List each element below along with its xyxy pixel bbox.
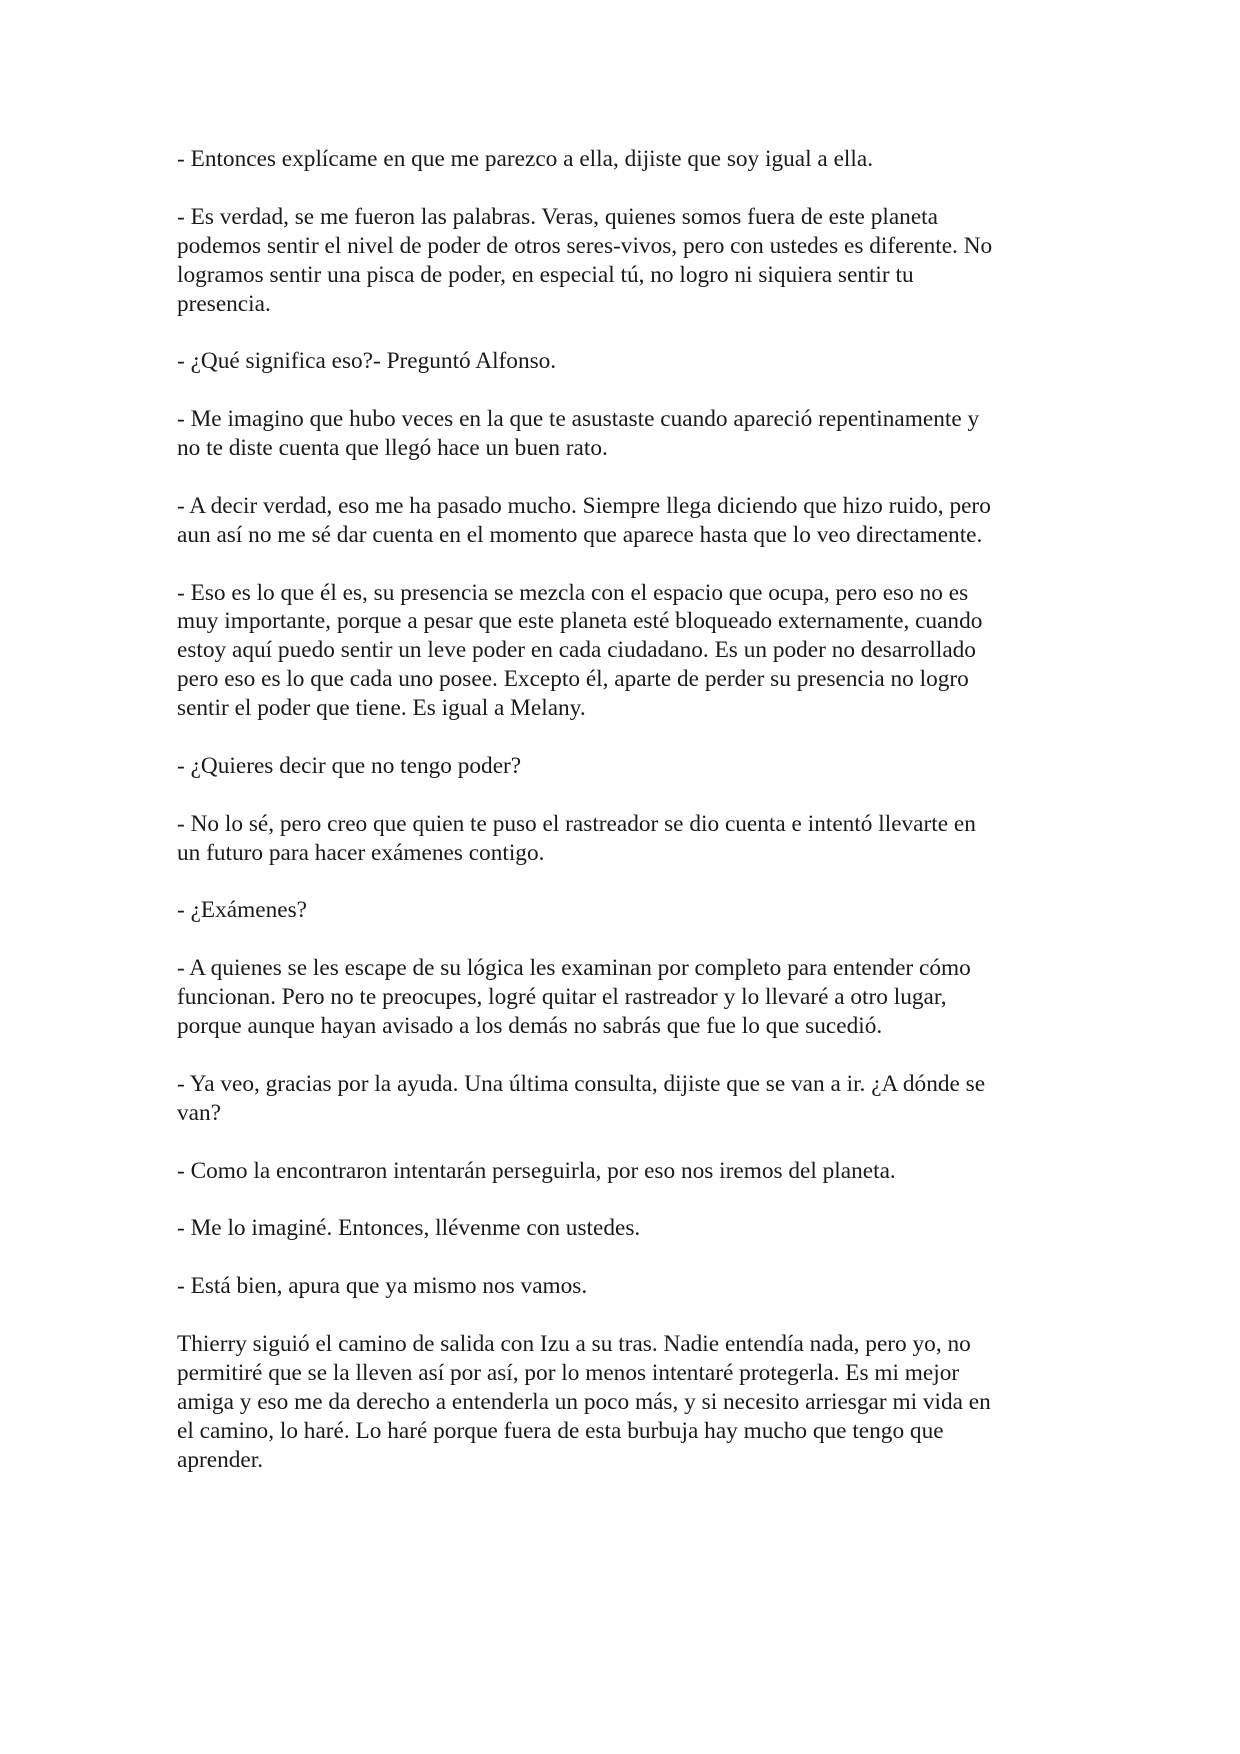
paragraph-7 <box>177 752 1057 781</box>
paragraph-13 <box>177 1214 1057 1243</box>
text-line: - Eso es lo que él es, su presencia se mezcla con el espacio que ocupa, pero eso no es <box>177 579 969 606</box>
text-line: amiga y eso me da derecho a entenderla un poco más, y si necesito arriesgar mi vida en <box>177 1388 991 1415</box>
text-line: pero eso es lo que cada uno posee. Excepto él, aparte de perder su presencia no logro <box>177 666 969 693</box>
text-line: - Como la encontraron intentarán perseguirla, por eso nos iremos del planeta. <box>177 1157 896 1184</box>
text-line: - Entonces explícame en que me parezco a ella, dijiste que soy igual a ella. <box>177 146 874 172</box>
text-line: permitiré que se la lleven así por así, por lo menos intentaré protegerla. Es mi mejor <box>177 1359 960 1386</box>
text-line: Thierry siguió el camino de salida con Izu a su tras. Nadie entendía nada, pero yo, no <box>177 1330 971 1357</box>
paragraph-11 <box>177 1070 1057 1128</box>
text-line: - Me lo imaginé. Entonces, llévenme con ustedes. <box>177 1215 641 1242</box>
text-line: logramos sentir una pisca de poder, en especial tú, no logro ni siquiera sentir tu <box>177 261 914 288</box>
text-line: presencia. <box>177 290 271 317</box>
paragraph-2 <box>177 203 1057 319</box>
paragraph-8 <box>177 810 1057 868</box>
paragraph-14 <box>177 1272 1057 1301</box>
text-line: - Es verdad, se me fueron las palabras. Veras, quienes somos fuera de este planeta <box>177 203 938 230</box>
document-page <box>177 145 1057 1503</box>
text-line: - Está bien, apura que ya mismo nos vamos. <box>177 1273 588 1300</box>
text-line: - Ya veo, gracias por la ayuda. Una última consulta, dijiste que se van a ir. ¿A dónde se <box>177 1070 986 1097</box>
text-line: - ¿Exámenes? <box>177 897 307 924</box>
paragraph-12 <box>177 1157 1057 1186</box>
paragraph-9 <box>177 896 1057 925</box>
text-line: el camino, lo haré. Lo haré porque fuera de esta burbuja hay mucho que tengo que <box>177 1417 944 1444</box>
text-line: porque aunque hayan avisado a los demás no sabrás que fue lo que sucedió. <box>177 1013 883 1040</box>
paragraph-3 <box>177 347 1057 376</box>
text-line: aun así no me sé dar cuenta en el momento que aparece hasta que lo veo directamente. <box>177 521 983 548</box>
text-line: estoy aquí puedo sentir un leve poder en cada ciudadano. Es un poder no desarrollado <box>177 637 976 664</box>
text-line: podemos sentir el nivel de poder de otros seres-vivos, pero con ustedes es diferente. No <box>177 232 993 259</box>
paragraph-10 <box>177 954 1057 1041</box>
text-line: - Me imagino que hubo veces en la que te asustaste cuando apareció repentinamente y <box>177 406 980 433</box>
text-line: aprender. <box>177 1446 264 1473</box>
paragraph-5 <box>177 492 1057 550</box>
text-line: - A quienes se les escape de su lógica les examinan por completo para entender cómo <box>177 955 971 982</box>
text-line: un futuro para hacer exámenes contigo. <box>177 839 545 866</box>
text-line: - ¿Quieres decir que no tengo poder? <box>177 752 522 779</box>
paragraph-15 <box>177 1330 1057 1475</box>
text-line: - No lo sé, pero creo que quien te puso el rastreador se dio cuenta e intentó llevarte en <box>177 810 976 837</box>
text-line: - A decir verdad, eso me ha pasado mucho. Siempre llega diciendo que hizo ruido, pero <box>177 492 991 519</box>
paragraph-4 <box>177 405 1057 463</box>
text-line: sentir el poder que tiene. Es igual a Melany. <box>177 695 586 722</box>
text-line: funcionan. Pero no te preocupes, logré quitar el rastreador y lo llevaré a otro lugar, <box>177 984 947 1011</box>
text-line: muy importante, porque a pesar que este planeta esté bloqueado externamente, cuando <box>177 608 983 635</box>
text-line: van? <box>177 1099 221 1126</box>
text-line: no te diste cuenta que llegó hace un buen rato. <box>177 435 608 462</box>
paragraph-1 <box>177 145 1057 174</box>
paragraph-6 <box>177 579 1057 724</box>
text-line: - ¿Qué significa eso?- Preguntó Alfonso. <box>177 348 557 375</box>
